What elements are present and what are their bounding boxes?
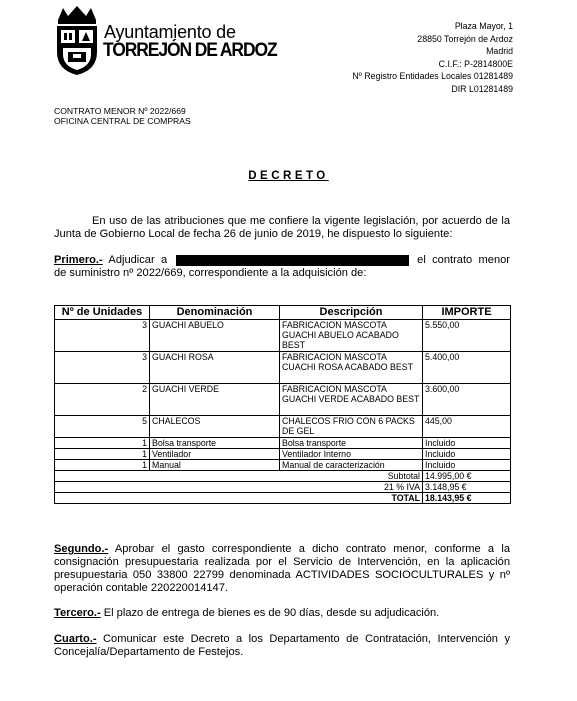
- col-amount: IMPORTE: [423, 306, 511, 320]
- table-row: [55, 416, 511, 438]
- cuarto-text: Comunicar este Decreto a los Departamento de Contratación, Intervención y Concejalía/Departamento de Festejos.: [54, 633, 510, 658]
- office-name: OFICINA CENTRAL DE COMPRAS: [54, 116, 191, 126]
- table-row: [55, 438, 511, 449]
- segundo-label: Segundo.-: [54, 543, 109, 555]
- cell-name: Manual: [150, 460, 280, 471]
- cell-description: Bolsa transporte: [280, 438, 423, 449]
- col-description: Descripción: [280, 306, 423, 320]
- org-name-line1: Ayuntamiento de: [104, 22, 236, 42]
- table-header-row: [55, 306, 511, 320]
- cell-units: 2: [55, 384, 150, 416]
- crest-logo-icon: [54, 6, 100, 76]
- intro-paragraph: En uso de las atribuciones que me confiere la vigente legislación, por acuerdo de la Junta de Gobierno Local de fecha 26 de junio de 2019, he dispuesto lo siguiente:: [54, 215, 510, 240]
- address-line: Plaza Mayor, 1: [454, 21, 513, 31]
- cell-description: FABRICACION MASCOTA GUACHI VERDE ACABADO BEST: [280, 384, 423, 416]
- total-label: TOTAL: [55, 493, 423, 504]
- tercero-paragraph: [54, 607, 510, 620]
- items-table: [54, 305, 511, 504]
- table-row: [55, 449, 511, 460]
- col-units: Nº de Unidades: [55, 306, 150, 320]
- col-name: Denominación: [150, 306, 280, 320]
- cell-amount: Incluido: [423, 449, 511, 460]
- cell-amount: 445,00: [423, 416, 511, 438]
- cell-amount: Incluido: [423, 438, 511, 449]
- subtotal-label: Subtotal: [55, 471, 423, 482]
- cell-name: CHALECOS: [150, 416, 280, 438]
- total-row: [55, 493, 511, 504]
- cell-description: FABRICACION MASCOTA GUACHI ABUELO ACABADO BEST: [280, 320, 423, 352]
- cell-amount: Incluido: [423, 460, 511, 471]
- cell-units: 1: [55, 449, 150, 460]
- cell-name: Bolsa transporte: [150, 438, 280, 449]
- cell-description: Ventilador Interno: [280, 449, 423, 460]
- cell-units: 3: [55, 352, 150, 384]
- cuarto-label: Cuarto.-: [54, 633, 97, 645]
- subtotal-value: 14.995,00 €: [423, 471, 511, 482]
- cell-amount: 5.550,00: [423, 320, 511, 352]
- cell-units: 1: [55, 438, 150, 449]
- iva-label: 21 % IVA: [55, 482, 423, 493]
- tercero-text: El plazo de entrega de bienes es de 90 días, desde su adjudicación.: [100, 607, 440, 619]
- cell-amount: 3.600,00: [423, 384, 511, 416]
- tercero-label: Tercero.-: [54, 607, 101, 619]
- cell-units: 1: [55, 460, 150, 471]
- address-line: Madrid: [486, 46, 513, 57]
- document-title-text: DECRETO: [248, 170, 329, 182]
- primero-text-a: Adjudicar a: [102, 254, 168, 266]
- contract-info: [54, 106, 191, 126]
- address-line: C.I.F.: P-2814800E: [438, 58, 513, 69]
- org-name-line2: TORREJÓN DE ARDOZ: [103, 40, 277, 61]
- subtotal-row: [55, 471, 511, 482]
- segundo-paragraph: [54, 543, 510, 595]
- cell-units: 3: [55, 320, 150, 352]
- address-line: DIR L01281489: [451, 83, 513, 94]
- iva-row: [55, 482, 511, 493]
- cell-description: CHALECOS FRIO CON 6 PACKS DE GEL: [280, 416, 423, 438]
- table-row: [55, 320, 511, 352]
- table-row: [55, 460, 511, 471]
- address-block: [352, 20, 513, 96]
- cuarto-paragraph: [54, 633, 510, 659]
- address-line: Nº Registro Entidades Locales 01281489: [352, 71, 513, 82]
- document-title: [0, 170, 577, 182]
- cell-name: GUACHI ROSA: [150, 352, 280, 384]
- cell-name: Ventilador: [150, 449, 280, 460]
- cell-description: Manual de caracterización: [280, 460, 423, 471]
- segundo-text: Aprobar el gasto correspondiente a dicho contrato menor, conforme a la consignación presupuestaria realizada por el Servicio de Intervención, en la aplicación presupuestaria 050 33800 22799 denominada ACTIVIDADES SOCIOCULTURALES y nº operación contable 220220014147.: [54, 543, 510, 594]
- iva-value: 3.148,95 €: [423, 482, 511, 493]
- address-line: 28850 Torrejón de Ardoz: [417, 33, 513, 44]
- cell-name: GUACHI ABUELO: [150, 320, 280, 352]
- primero-label: Primero.-: [54, 254, 103, 266]
- cell-amount: 5.400,00: [423, 352, 511, 384]
- total-value: 18.143,95 €: [423, 493, 511, 504]
- redaction-bar: [176, 255, 409, 266]
- table-row: [55, 384, 511, 416]
- cell-description: FABRICACION MASCOTA CUACHI ROSA ACABADO BEST: [280, 352, 423, 384]
- contract-number: CONTRATO MENOR Nº 2022/669: [54, 106, 186, 116]
- cell-name: GUACHI VERDE: [150, 384, 280, 416]
- cell-units: 5: [55, 416, 150, 438]
- primero-text-b: el contrato menor de suministro nº 2022/669, correspondiente a la adquisición de:: [54, 254, 510, 279]
- table-row: [55, 352, 511, 384]
